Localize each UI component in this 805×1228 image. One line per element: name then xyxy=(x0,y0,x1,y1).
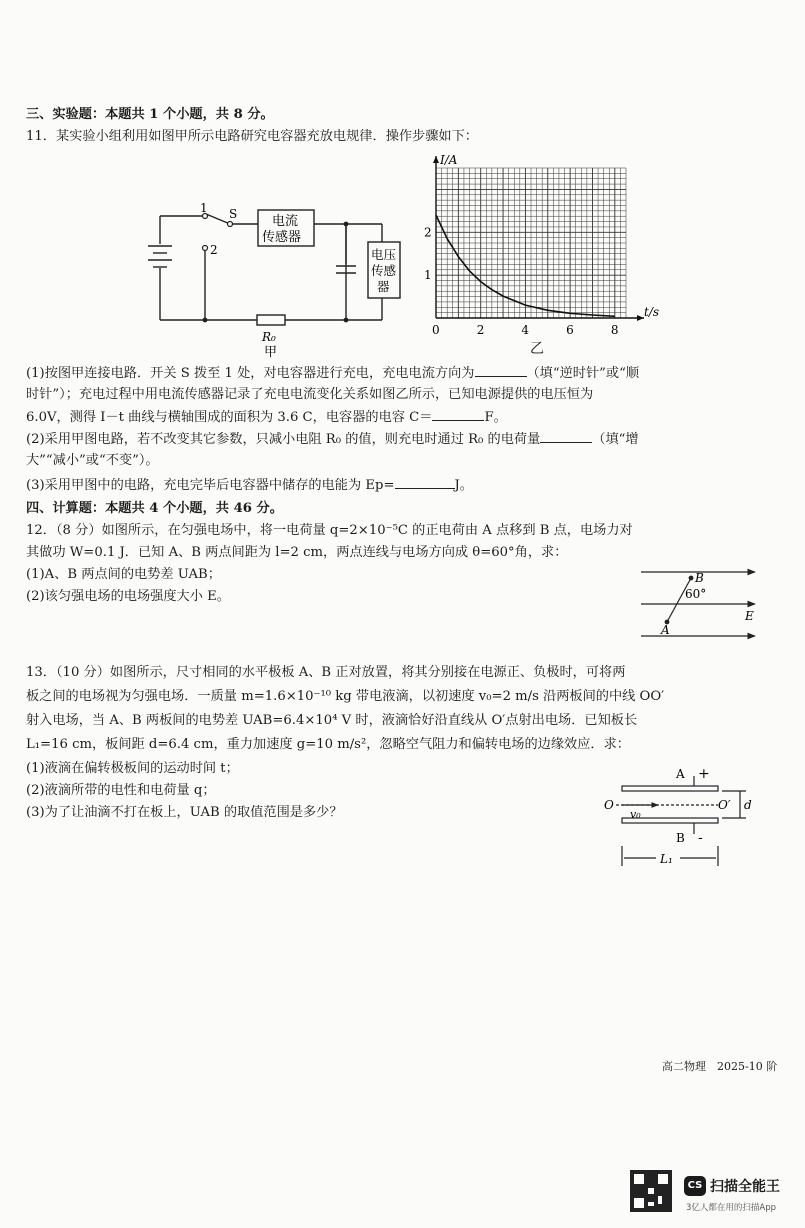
q11-3-text-a: (3)采用甲图中的电路，充电完毕后电容器中储存的电能为 Ep= xyxy=(26,478,395,493)
voltage-sensor-label-2: 传感 xyxy=(371,263,397,278)
point-a-label: A xyxy=(661,623,670,637)
graph-caption: 乙 xyxy=(530,341,544,357)
q11-3-text-b: J。 xyxy=(454,478,473,493)
q13-line2: 板之间的电场视为匀强电场．一质量 m=1.6×10⁻¹⁰ kg 带电液滴，以初速度 v₀=2 m/s 沿两板间的中线 OO′ xyxy=(26,689,665,704)
plus-sign: + xyxy=(698,766,710,782)
plate-a-label: A xyxy=(676,767,685,781)
q13-sub3: (3)为了让油滴不打在板上，UAB 的取值范围是多少？ xyxy=(26,805,343,820)
angle-label: 60° xyxy=(685,587,707,601)
q11-2-text-a: (2)采用甲图电路，若不改变其它参数，只减小电阻 R₀ 的值，则充电时通过 R₀ 的电荷量 xyxy=(26,432,541,447)
x-tick-label: 8 xyxy=(610,323,619,337)
voltage-sensor-label-1: 电压 xyxy=(371,247,397,262)
q11-1-line3 xyxy=(26,408,507,427)
q12-line1: 12．（8 分）如图所示，在匀强电场中，将一电荷量 q=2×10⁻⁵C 的正电荷由 A 点移到 B 点，电场力对 xyxy=(26,523,633,538)
answer-blank-charge[interactable] xyxy=(540,430,592,443)
l1-label: L₁ xyxy=(660,852,673,866)
y-axis-label: I/A xyxy=(440,153,458,167)
point-o-label: O xyxy=(604,798,614,812)
q11-2-line2: 大”“减小”或“不变”）。 xyxy=(26,453,159,468)
switch-pos2-label: 2 xyxy=(210,243,218,257)
current-time-chart xyxy=(418,142,660,354)
x-axis-arrow xyxy=(637,315,644,321)
q11-1-text-d: 6.0V，测得 I－t 曲线与横轴围成的面积为 3.6 C，电容器的电容 C＝ xyxy=(26,410,433,425)
y-tick-label: 2 xyxy=(424,225,432,240)
x-tick-label: 0 xyxy=(432,323,440,337)
y-tick-label: 1 xyxy=(424,268,432,283)
circuit-diagram xyxy=(140,196,410,366)
q11-3-line xyxy=(26,476,473,495)
q11-1-line1 xyxy=(26,364,639,383)
x-axis-label: t/s xyxy=(644,305,660,319)
q12-line2: 其做功 W=0.1 J．已知 A、B 两点间距为 l=2 cm，两点连线与电场方向成 θ=60°角，求： xyxy=(26,545,568,560)
q11-1-text-a: (1)按图甲连接电路．开关 S 拨至 1 处，对电容器进行充电，充电电流方向为 xyxy=(26,366,475,381)
point-b-label: B xyxy=(695,571,704,585)
d-label: d xyxy=(744,798,752,812)
x-tick-label: 4 xyxy=(521,323,530,337)
scanner-slogan: 3亿人都在用的扫描App xyxy=(686,1203,777,1213)
answer-blank-direction[interactable] xyxy=(475,364,527,377)
circuit-caption: 甲 xyxy=(264,345,278,360)
page-footer: 高二物理 2025-10 阶 xyxy=(662,1060,778,1073)
q13-sub1: (1)液滴在偏转极板间的运动时间 t； xyxy=(26,761,239,776)
switch-pos1-label: 1 xyxy=(200,201,208,215)
plate-b-label: B xyxy=(676,831,685,845)
x-tick-label: 6 xyxy=(566,323,574,337)
q12-sub1: (1)A、B 两点间的电势差 UAB； xyxy=(26,567,221,582)
q13-line3: 射入电场，当 A、B 两板间的电势差 UAB=6.4×10⁴ V 时，液滴恰好沿直线从 O′点射出电场．已知板长 xyxy=(26,713,638,728)
y-axis-arrow xyxy=(433,156,439,163)
scanner-name: 扫描全能王 xyxy=(710,1179,780,1195)
minus-sign: - xyxy=(698,830,703,846)
q12-sub2: (2)该匀强电场的电场强度大小 E。 xyxy=(26,589,230,604)
current-sensor-label-2: 传感器 xyxy=(262,230,302,245)
current-sensor-label-1: 电流 xyxy=(272,214,299,229)
field-e-label: E xyxy=(745,609,754,623)
q13-sub2: (2)液滴所带的电性和电荷量 q； xyxy=(26,783,216,798)
q11-intro: 11．某实验小组利用如图甲所示电路研究电容器充放电规律．操作步骤如下： xyxy=(26,129,478,144)
q13-line1: 13．（10 分）如图所示，尺寸相同的水平极板 A、B 正对放置，将其分别接在电源正、负极时，可将两 xyxy=(26,665,626,680)
voltage-sensor-label-3: 器 xyxy=(377,279,390,294)
q11-2-text-b: （填“增 xyxy=(592,432,639,447)
point-o-prime-label: O′ xyxy=(718,798,731,812)
q12-field-diagram xyxy=(635,560,765,650)
resistor-label: R₀ xyxy=(262,330,276,344)
q13-line4: L₁=16 cm，板间距 d=6.4 cm，重力加速度 g=10 m/s²，忽略空气阻力和偏转电场的边缘效应．求： xyxy=(26,737,630,752)
q11-1-line2: 时针”）；充电过程中用电流传感器记录了充电电流变化关系如图乙所示，已知电源提供的电压恒为 xyxy=(26,387,594,402)
plate-a xyxy=(622,786,718,791)
answer-blank-capacitance[interactable] xyxy=(432,408,484,421)
q11-2-line1 xyxy=(26,430,639,449)
answer-blank-energy[interactable] xyxy=(395,476,455,489)
q11-1-text-b: （填“逆时针”或“顺 xyxy=(526,366,640,381)
q13-plates-diagram xyxy=(596,762,766,874)
section3-heading: 三、实验题：本题共 1 个小题，共 8 分。 xyxy=(26,107,274,122)
switch-blade xyxy=(206,214,230,224)
x-tick-label: 2 xyxy=(476,323,485,337)
switch-s-label: S xyxy=(229,207,238,221)
resistor-r0 xyxy=(257,315,285,325)
qr-code xyxy=(630,1170,672,1212)
section4-heading: 四、计算题：本题共 4 个小题，共 46 分。 xyxy=(26,501,283,516)
v0-label: v₀ xyxy=(630,808,641,821)
q11-1-text-e: F。 xyxy=(484,410,507,425)
scanner-logo: CS xyxy=(684,1176,706,1196)
